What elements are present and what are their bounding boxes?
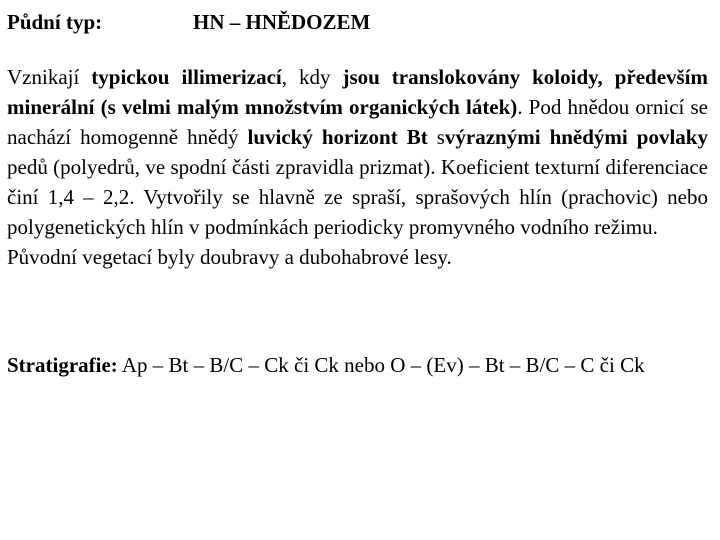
desc-text-4: s — [427, 125, 445, 149]
desc-text-2: , kdy — [281, 65, 343, 89]
desc-bold-coatings: výraznými hnědými povlaky — [444, 125, 708, 149]
desc-bold-illimerization: typickou illimerizací — [91, 65, 282, 89]
stratigraphy-value: Ap – Bt – B/C – Ck či Ck nebo O – (Ev) – Bt – B/C – C či Ck — [117, 353, 645, 377]
stratigraphy-label: Stratigrafie: — [7, 353, 118, 377]
soil-type-value: HN – HNĚDOZEM — [193, 10, 371, 34]
stratigraphy — [7, 350, 708, 380]
desc-text-3: . Pod hnědou ornicí se nachází homogenně hnědý — [7, 95, 709, 149]
desc-bold-luvic-horizon: luvický horizont Bt — [247, 125, 428, 149]
soil-type-header — [7, 7, 707, 37]
soil-type-label: Půdní typ: — [7, 10, 103, 34]
desc-text-5: pedů (polyedrů, ve spodní části zpravidla prizmat). Koeficient texturní diferenciace činí 1,4 – 2,2. Vytvořily se hlavně ze spraší, sprašových hlín (prachovic) nebo polygenetických hlín v podmínkách periodicky promyvného vodního režimu. — [7, 155, 708, 239]
description-paragraph — [7, 62, 708, 242]
soil-description — [7, 62, 708, 272]
desc-bold-translocation: jsou translokovány koloidy, především minerální (s velmi malým množstvím organických látek) — [7, 65, 709, 119]
vegetation-paragraph: Původní vegetací byly doubravy a dubohabrové lesy. — [7, 245, 452, 269]
desc-text-1: Vznikají — [7, 65, 92, 89]
